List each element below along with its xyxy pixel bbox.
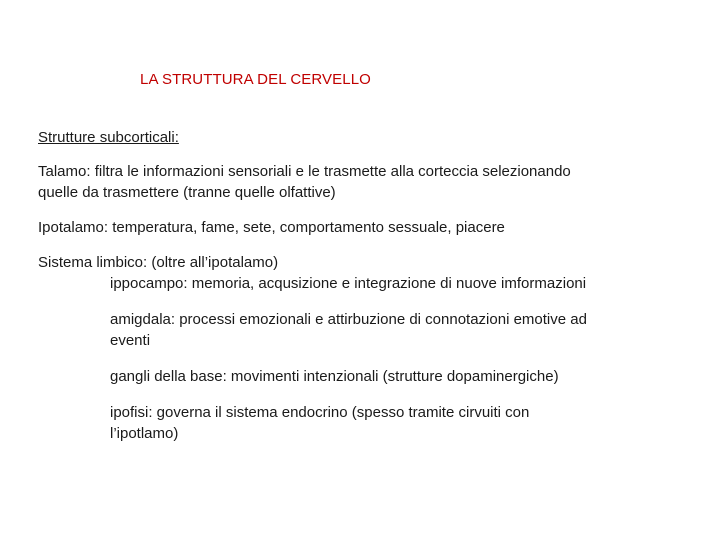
limbico-list [110,273,698,444]
list-item-gangli [110,366,698,387]
paragraph-ipotalamo: Ipotalamo: temperatura, fame, sete, comportamento sessuale, piacere [38,219,505,236]
list-item-ipofisi [110,402,698,444]
slide-title: LA STRUTTURA DEL CERVELLO [140,71,371,88]
list-item-line: eventi [110,332,151,349]
subheading: Strutture subcorticali: [38,129,179,146]
paragraph-limbico-heading: Sistema limbico: (oltre all’ipotalamo) [38,254,279,271]
list-item-line: l’ipotlamo) [110,425,179,442]
list-item-line: gangli della base: movimenti intenzionali (strutture dopaminergiche) [110,368,559,385]
talamo-line-2: quelle da trasmettere (tranne quelle olfattive) [38,184,336,201]
talamo-line-1: Talamo: filtra le informazioni sensoriali e le trasmette alla corteccia selezionando [38,163,571,180]
paragraph-talamo [38,161,698,203]
slide-body [38,127,698,459]
list-item-ippocampo [110,273,698,294]
list-item-line: amigdala: processi emozionali e attirbuzione di connotazioni emotive ad [110,311,587,328]
list-item-line: ippocampo: memoria, acqusizione e integrazione di nuove imformazioni [110,275,587,292]
list-item-amigdala [110,309,698,351]
list-item-line: ipofisi: governa il sistema endocrino (spesso tramite cirvuiti con [110,404,530,421]
